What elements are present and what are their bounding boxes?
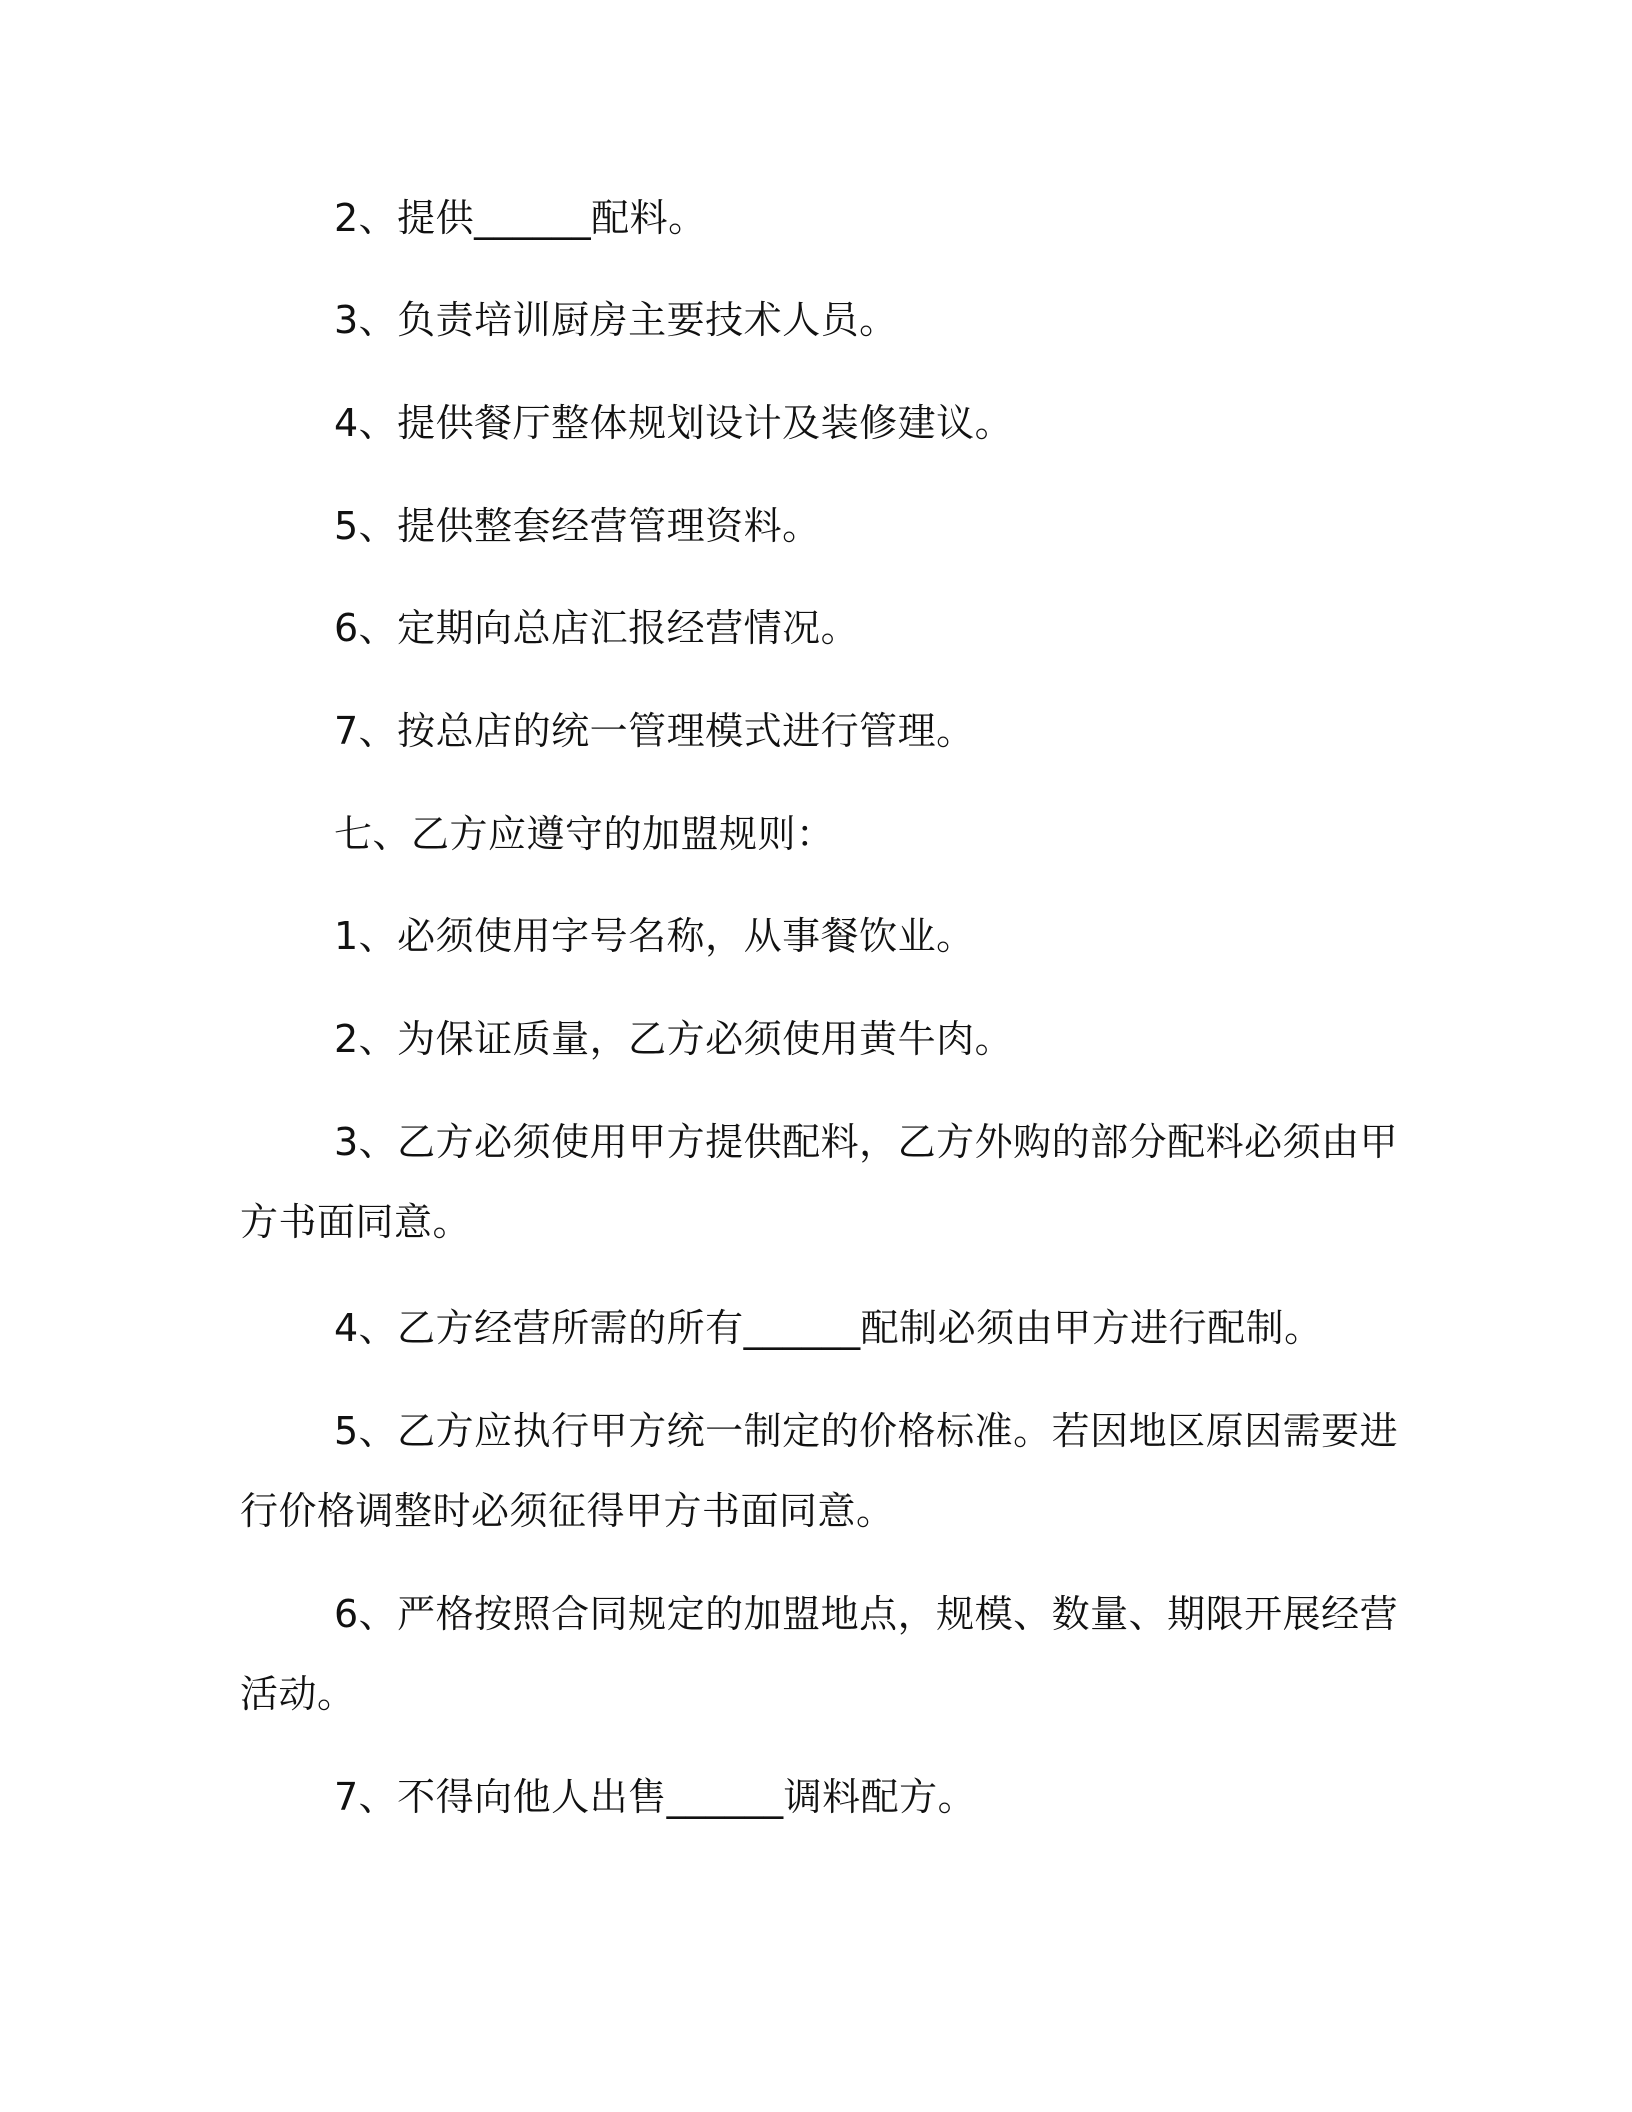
paragraph-line [240,691,1360,771]
paragraph-text: 7、不得向他人出售______调料配方。 [334,1775,977,1819]
rule-item-5 [240,1391,1399,1551]
section-heading-seven [240,794,1360,874]
paragraph-item-3 [240,280,1360,360]
paragraph-item-4 [240,383,1360,463]
paragraph-line [240,1574,1399,1654]
paragraph-item-6 [240,588,1360,668]
paragraph-text: 1、必须使用字号名称，从事餐饮业。 [334,914,975,958]
paragraph-continuation: 活动。 [240,1672,356,1716]
paragraph-text: 2、提供______配料。 [334,196,707,240]
paragraph-line [240,486,1360,566]
paragraph-line [240,896,1360,976]
paragraph-line [240,1757,1360,1837]
paragraph-continuation: 行价格调整时必须征得甲方书面同意。 [240,1489,895,1533]
paragraph-item-2 [240,178,1360,258]
paragraph-text: 6、定期向总店汇报经营情况。 [334,606,860,650]
rule-item-2 [240,999,1360,1079]
paragraph-line [240,1288,1360,1368]
paragraph-continuation: 方书面同意。 [240,1200,472,1244]
paragraph-line [240,588,1360,668]
paragraph-item-7 [240,691,1360,771]
paragraph-text: 7、按总店的统一管理模式进行管理。 [334,709,975,753]
paragraph-text: 6、严格按照合同规定的加盟地点，规模、数量、期限开展经营 [334,1592,1399,1636]
paragraph-line [240,1102,1399,1182]
paragraph-line [240,794,1360,874]
rule-item-1 [240,896,1360,976]
paragraph-line [240,383,1360,463]
rule-item-6 [240,1574,1399,1734]
paragraph-text: 3、乙方必须使用甲方提供配料，乙方外购的部分配料必须由甲 [334,1120,1399,1164]
paragraph-text: 5、乙方应执行甲方统一制定的价格标准。若因地区原因需要进 [334,1409,1399,1453]
paragraph-line [240,178,1360,258]
paragraph-item-5 [240,486,1360,566]
rule-item-3 [240,1102,1399,1262]
paragraph-line [240,999,1360,1079]
paragraph-text: 4、提供餐厅整体规划设计及装修建议。 [334,401,1014,445]
rule-item-7 [240,1757,1360,1837]
heading-text: 七、乙方应遵守的加盟规则： [334,812,835,856]
rule-item-4 [240,1288,1360,1368]
paragraph-line [240,280,1360,360]
paragraph-text: 4、乙方经营所需的所有______配制必须由甲方进行配制。 [334,1306,1323,1350]
paragraph-line [240,1391,1399,1471]
paragraph-text: 5、提供整套经营管理资料。 [334,504,821,548]
paragraph-text: 2、为保证质量，乙方必须使用黄牛肉。 [334,1017,1014,1061]
paragraph-text: 3、负责培训厨房主要技术人员。 [334,298,898,342]
